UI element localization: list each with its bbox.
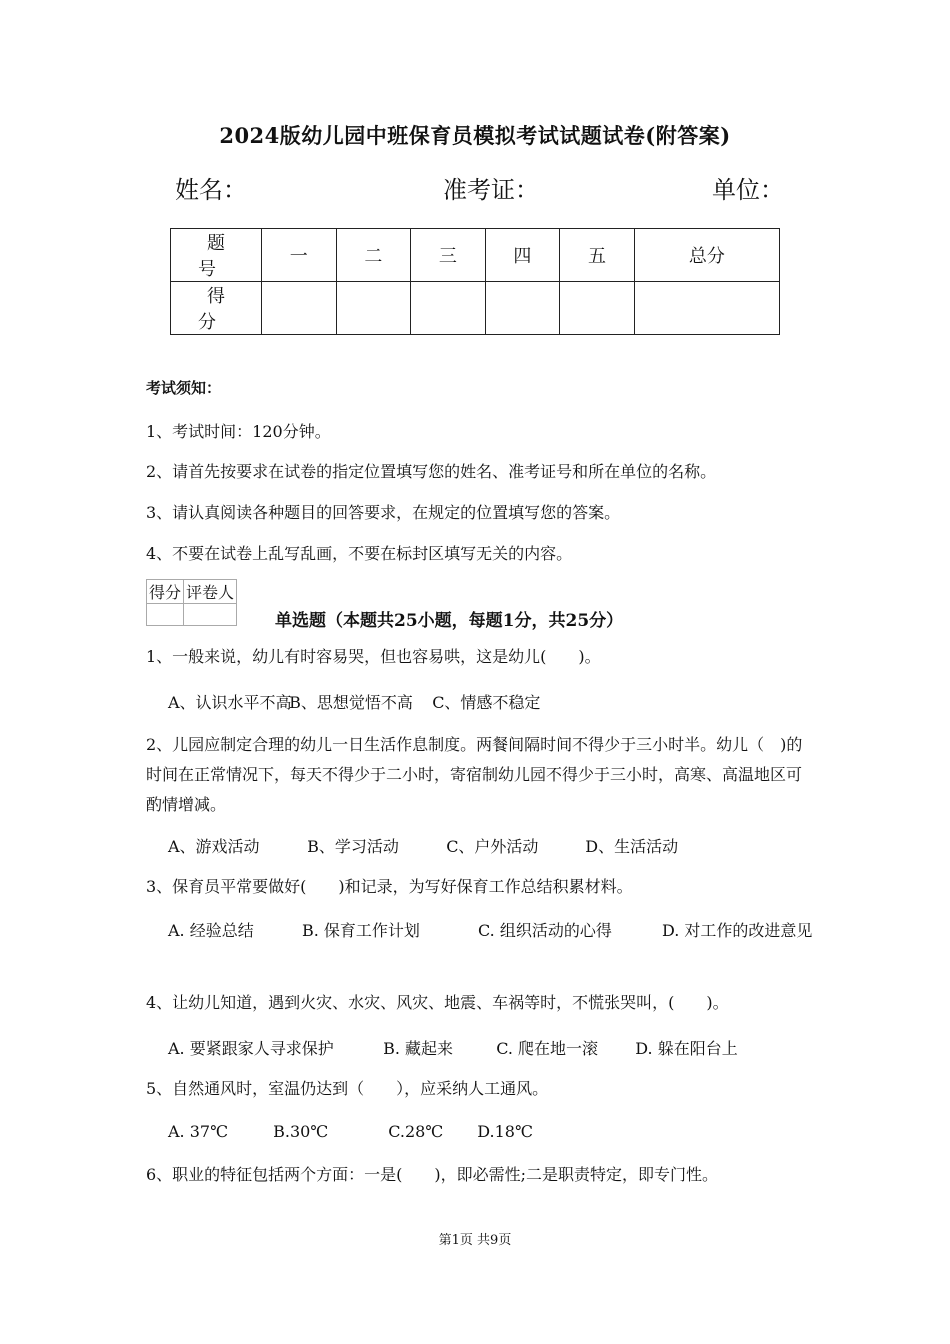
score-header-cell: 四: [485, 229, 560, 282]
question-4-options: [168, 1036, 738, 1059]
option[interactable]: C、户外活动: [446, 837, 539, 856]
question-1: 1、一般来说，幼儿有时容易哭，但也容易哄，这是幼儿( )。: [146, 647, 601, 666]
question-6: 6、职业的特征包括两个方面：一是( )，即必需性;二是职责特定，即专门性。: [146, 1165, 719, 1184]
question-4: 4、让幼儿知道，遇到火灾、水灾、风灾、地震、车祸等时，不慌张哭叫，( )。: [146, 993, 729, 1012]
score-header-cell: 五: [560, 229, 635, 282]
unit-label: 单位：: [712, 176, 784, 204]
grader-reviewer-cell[interactable]: [184, 604, 237, 626]
grader-score-cell[interactable]: [147, 604, 184, 626]
option[interactable]: A. 要紧跟家人寻求保护: [168, 1039, 334, 1058]
score-header-cell: 二: [336, 229, 411, 282]
option[interactable]: D. 对工作的改进意见: [662, 921, 813, 940]
option[interactable]: A. 经验总结: [168, 921, 254, 940]
option[interactable]: C. 爬在地一滚: [496, 1039, 599, 1058]
grader-box: [146, 579, 237, 626]
option[interactable]: D. 躲在阳台上: [635, 1039, 738, 1058]
question-2: 2、儿园应制定合理的幼儿一日生活作息制度。两餐间隔时间不得少于三小时半。幼儿（ )的时间在正常情况下，每天不得少于二小时，寄宿制幼儿园不得少于三小时，高寒、高温地区可酌情增减。: [146, 735, 803, 814]
exam-id-label: 准考证：: [443, 176, 539, 204]
option[interactable]: C、情感不稳定: [432, 693, 541, 712]
score-cell[interactable]: [560, 282, 635, 335]
grader-reviewer-label: 评卷人: [184, 580, 237, 604]
page-footer: 第1页 共9页: [438, 1233, 512, 1248]
question-5-options: [168, 1122, 533, 1141]
notice-item: 1、考试时间：120分钟。: [146, 422, 331, 441]
candidate-info: [175, 170, 785, 202]
option[interactable]: C. 组织活动的心得: [478, 921, 612, 940]
score-header-cell: 一: [262, 229, 337, 282]
notice-item: 3、请认真阅读各种题目的回答要求，在规定的位置填写您的答案。: [146, 503, 621, 522]
score-cell[interactable]: [336, 282, 411, 335]
name-label: 姓名：: [175, 176, 247, 204]
option[interactable]: B、学习活动: [307, 837, 399, 856]
option[interactable]: D、生活活动: [585, 837, 679, 856]
score-cell[interactable]: [485, 282, 560, 335]
score-row-label: 得 分: [171, 282, 262, 335]
page-title: 2024版幼儿园中班保育员模拟考试试题试卷(附答案): [219, 123, 731, 148]
section-title: 单选题（本题共25小题，每题1分，共25分）: [275, 611, 624, 631]
option[interactable]: A、游戏活动: [168, 837, 260, 856]
score-cell[interactable]: [411, 282, 486, 335]
option[interactable]: A. 37℃: [168, 1122, 228, 1141]
option[interactable]: B.30℃: [273, 1122, 329, 1141]
option[interactable]: B. 藏起来: [383, 1039, 454, 1058]
option[interactable]: D.18℃: [477, 1122, 533, 1141]
score-header-cell: 总分: [634, 229, 779, 282]
question-2-options: [168, 834, 678, 857]
notice-item: 4、不要在试卷上乱写乱画，不要在标封区填写无关的内容。: [146, 544, 573, 563]
grader-score-label: 得分: [147, 580, 184, 604]
option[interactable]: B. 保育工作计划: [302, 921, 420, 940]
score-table: [170, 228, 780, 335]
question-3-options: [146, 916, 816, 946]
question-5: 5、自然通风时，室温仍达到（ ），应采纳人工通风。: [146, 1079, 549, 1098]
score-header-cell: 三: [411, 229, 486, 282]
score-cell[interactable]: [634, 282, 779, 335]
score-table-header-row: [171, 229, 780, 282]
score-header-cell: 题 号: [171, 229, 262, 282]
option[interactable]: A、认识水平不高: [168, 693, 292, 712]
score-table-score-row: [171, 282, 780, 335]
question-1-options: [168, 690, 540, 713]
notice-item: 2、请首先按要求在试卷的指定位置填写您的姓名、准考证号和所在单位的名称。: [146, 462, 717, 481]
notice-title: 考试须知：: [146, 379, 222, 397]
option[interactable]: C.28℃: [388, 1122, 444, 1141]
question-3: 3、保育员平常要做好( )和记录，为写好保育工作总结积累材料。: [146, 877, 633, 896]
option[interactable]: B、思想觉悟不高: [289, 693, 413, 712]
